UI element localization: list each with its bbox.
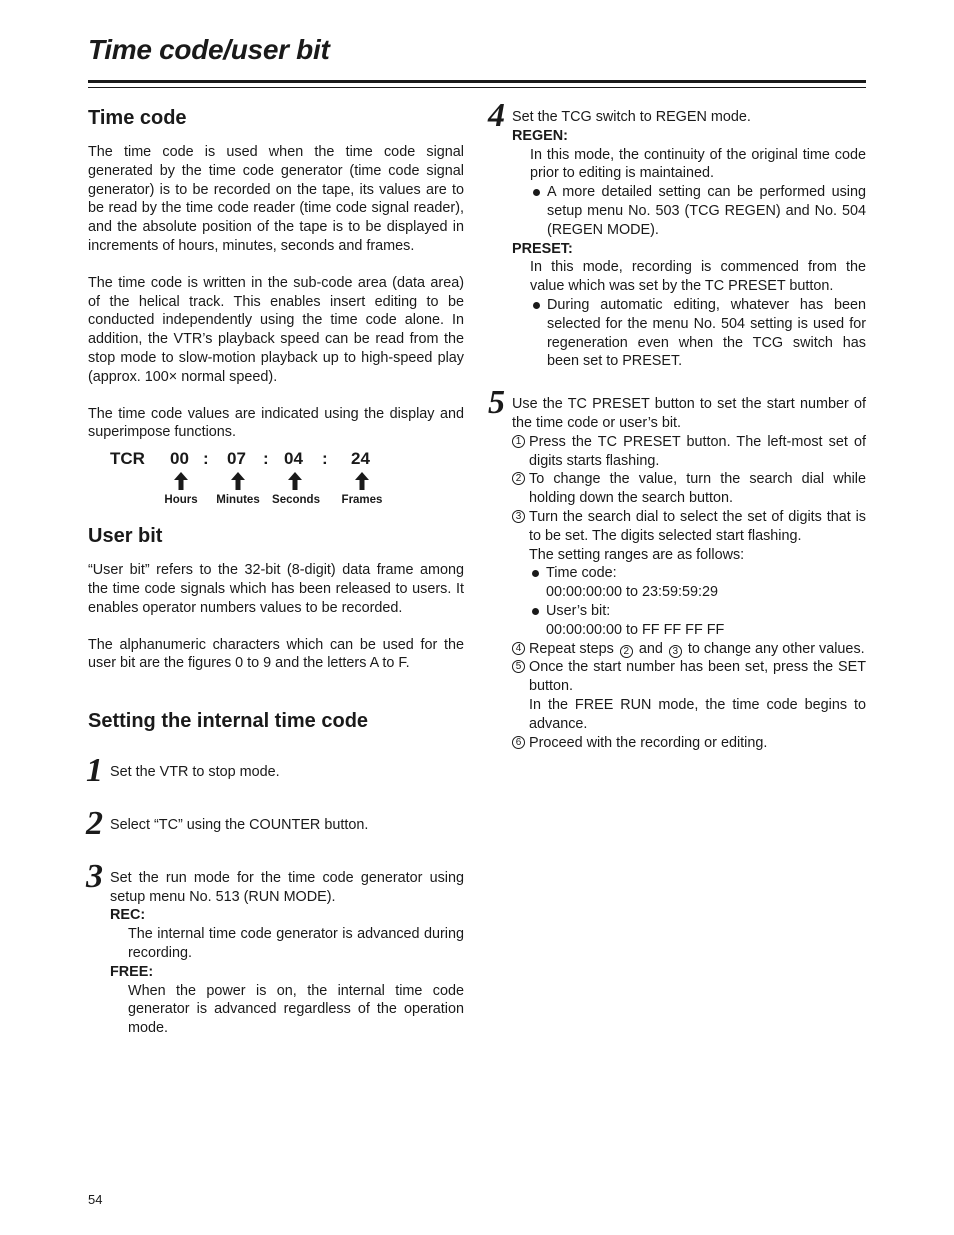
circled-number-icon: 1 (512, 435, 525, 448)
preset-label: PRESET: (512, 240, 573, 257)
sub-4-text-a: Repeat steps (529, 640, 614, 657)
step-1-text: Set the VTR to stop mode. (110, 764, 280, 781)
arrow-up-icon-hours (174, 472, 188, 490)
range-time-code-value: 00:00:00:00 to 23:59:59:29 (546, 584, 719, 601)
time-code-heading: Time code (88, 107, 187, 129)
sub-5-extra: In the FREE RUN mode, the time code begins to advance. (529, 696, 866, 732)
tcr-sep-3: : (322, 449, 328, 469)
step-3-text: Set the run mode for the time code generator using setup menu No. 513 (RUN MODE). (110, 869, 464, 905)
user-bit-para-2: The alphanumeric characters which can be used for the user bit are the figures 0 to 9 and the letters A to F. (88, 636, 464, 672)
sub-3-extra: The setting ranges are as follows: (529, 546, 745, 563)
title-rule-thin (88, 87, 866, 88)
step-2 (86, 804, 464, 842)
internal-time-code-heading: Setting the internal time code (88, 710, 369, 733)
circled-number-icon: 6 (512, 736, 525, 749)
time-code-para-2: The time code is written in the sub-code area (data area) of the helical track. This enables insert editing to be conducted independently using the time code alone. In addition, the VTR’s playback speed can be read from the stop mode to slow-motion playback up to high-speed play (approx. 100× normal speed). (88, 274, 464, 385)
tcr-sep-1: : (203, 449, 209, 469)
range-user-bit-label: User’s bit: (546, 602, 611, 619)
step-number: 1 (86, 752, 103, 790)
range-user-bit (529, 602, 866, 640)
circled-number-icon: 5 (512, 660, 525, 673)
step-5-sub-4 (512, 640, 866, 659)
tcr-sep-2: : (263, 449, 269, 469)
step-5 (488, 384, 866, 752)
step-5-sub-5 (512, 658, 866, 733)
bullet-icon (532, 608, 539, 615)
regen-bullet-text: A more detailed setting can be performed using setup menu No. 503 (TCG REGEN) and No. 504 (REGEN MODE). (547, 184, 866, 238)
user-bit-heading: User bit (88, 525, 163, 548)
sub-1-text: Press the TC PRESET button. The left-most set of digits starts flashing. (529, 433, 866, 469)
arrow-up-icon-frames (355, 472, 369, 490)
circled-number-icon: 4 (512, 642, 525, 655)
circled-number-icon: 3 (512, 510, 525, 523)
user-bit-para-1: “User bit” refers to the 32-bit (8-digit) data frame among the time code signals which has been released to users. It enables operator numbers values to be recorded. (88, 562, 464, 616)
bullet-icon (533, 189, 540, 196)
range-user-bit-value: 00:00:00:00 to FF FF FF FF (546, 621, 725, 638)
rec-text: The internal time code generator is advanced during recording. (128, 926, 464, 961)
regen-label: REGEN: (512, 127, 568, 144)
range-time-code-label: Time code: (546, 565, 617, 582)
step-4-text: Set the TCG switch to REGEN mode. (512, 109, 751, 125)
tcr-minutes: 07 (227, 449, 246, 469)
tcr-display (88, 442, 464, 522)
page-title: Time code/user bit (88, 34, 330, 65)
bullet-icon (533, 302, 540, 309)
step-number: 3 (86, 857, 103, 895)
step-5-sub-6 (512, 734, 866, 753)
step-2-text: Select “TC” using the COUNTER button. (110, 816, 369, 833)
caption-hours: Hours (164, 494, 198, 507)
caption-minutes: Minutes (216, 494, 260, 507)
caption-seconds: Seconds (272, 494, 320, 507)
sub-4-text-and: and (638, 640, 663, 657)
rec-label: REC: (110, 907, 146, 924)
sub-4-text-b: to change any other values. (687, 640, 865, 657)
circled-number-icon: 2 (620, 645, 633, 658)
regen-bullet (530, 183, 866, 239)
regen-text: In this mode, the continuity of the original time code prior to editing is maintained. (530, 146, 866, 182)
step-5-text: Use the TC PRESET button to set the start number of the time code or user’s bit. (512, 396, 866, 431)
range-time-code (529, 564, 866, 602)
right-column (488, 97, 866, 752)
circled-number-icon: 2 (512, 472, 525, 485)
title-rule-thick (88, 80, 866, 83)
step-5-sub-3 (512, 508, 866, 640)
step-5-sub-2 (512, 470, 866, 508)
step-number: 5 (488, 384, 505, 422)
left-column (88, 104, 464, 1038)
free-text: When the power is on, the internal time code generator is advanced regardless of the operation mode. (128, 982, 464, 1037)
bullet-icon (532, 570, 539, 577)
step-number: 4 (488, 97, 505, 134)
sub-2-text: To change the value, turn the search dial while holding down the search button. (529, 471, 866, 507)
sub-6-text: Proceed with the recording or editing. (529, 734, 768, 751)
sub-5-text: Once the start number has been set, press the SET button. (529, 659, 866, 695)
caption-frames: Frames (341, 494, 383, 507)
free-label: FREE: (110, 963, 154, 980)
tcr-label: TCR (110, 449, 145, 469)
step-1 (86, 752, 464, 790)
page-number: 54 (88, 1192, 103, 1207)
time-code-para-3: The time code values are indicated using the display and superimpose functions. (88, 405, 464, 441)
arrow-up-icon-seconds (288, 472, 302, 490)
preset-bullet (530, 296, 866, 371)
step-4 (488, 97, 866, 371)
arrow-up-icon-minutes (231, 472, 245, 490)
sub-4-text (529, 640, 866, 659)
preset-text: In this mode, recording is commenced from the value which was set by the TC PRESET button. (530, 259, 866, 295)
step-5-sub-1 (512, 433, 866, 471)
tcr-seconds: 04 (284, 449, 303, 469)
time-code-para-1: The time code is used when the time code signal generated by the time code generator (time code signal generator) is to be recorded on the tape, its values are to be read by the time code reader (time code signal reader), and the absolute position of the tape is to be displayed in increments of hours, minutes, seconds and frames. (88, 144, 464, 254)
step-3 (86, 857, 464, 1038)
tcr-frames: 24 (351, 449, 370, 469)
circled-number-icon: 3 (669, 645, 682, 658)
step-number: 2 (86, 804, 103, 842)
preset-bullet-text: During automatic editing, whatever has been selected for the menu No. 504 setting is used for regeneration even when the TCG switch has been set to PRESET. (547, 296, 866, 370)
tcr-hours: 00 (170, 449, 189, 469)
sub-3-text: Turn the search dial to select the set of digits that is to be set. The digits selected start flashing. (529, 508, 866, 544)
